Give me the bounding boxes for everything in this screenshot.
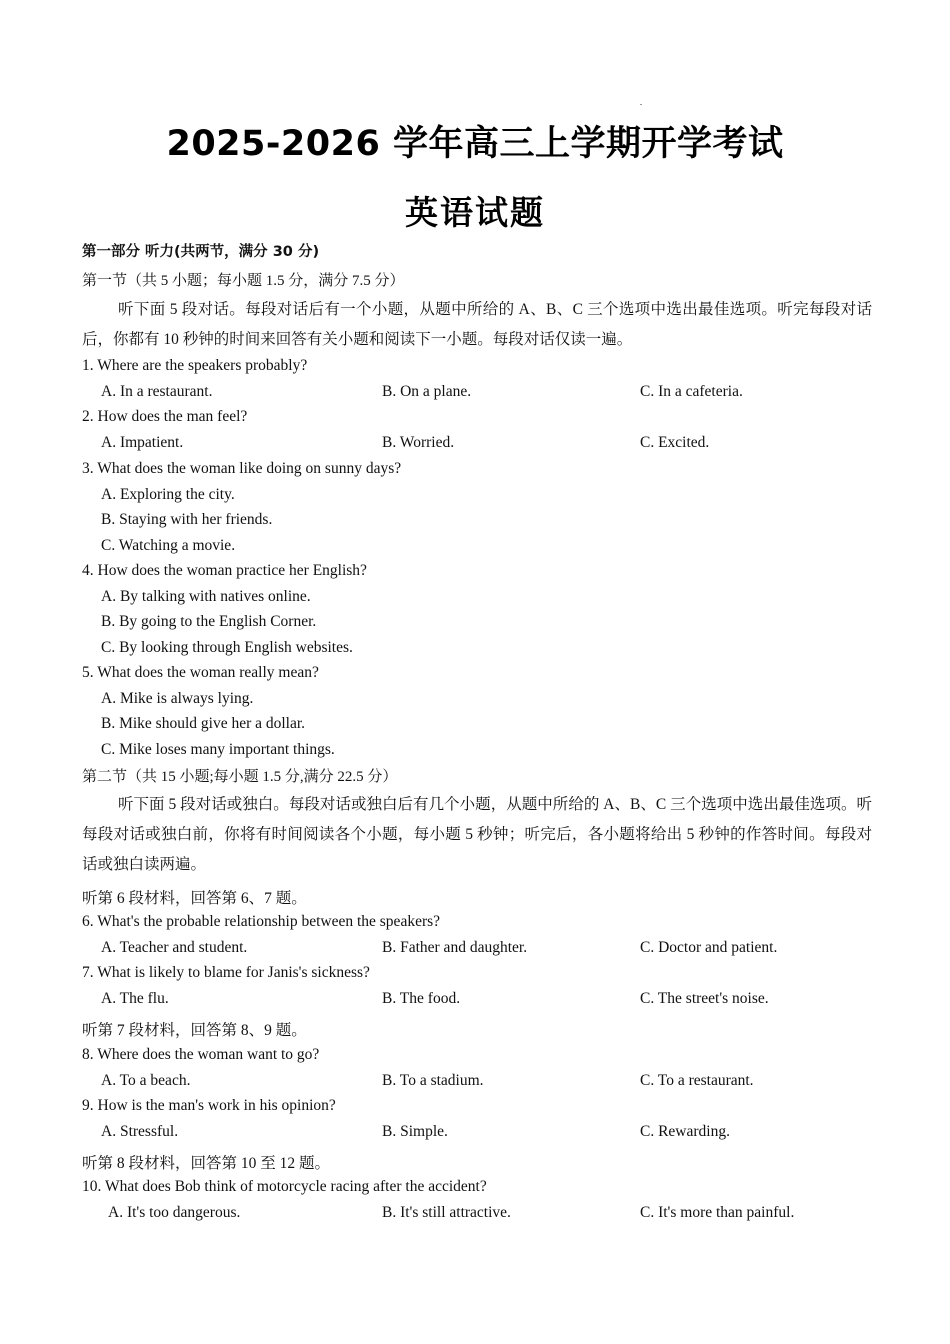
question-1: 1. Where are the speakers probably? (82, 357, 308, 374)
question-5: 5. What does the woman really mean? (82, 664, 319, 681)
question-3: 3. What does the woman like doing on sunny days? (82, 460, 402, 477)
q4-option-c: C. By looking through English websites. (101, 639, 353, 656)
q9-option-c: C. Rewarding. (640, 1123, 730, 1140)
q3-option-c: C. Watching a movie. (101, 537, 236, 554)
q10-option-b: B. It's still attractive. (382, 1204, 511, 1221)
part1-heading: 第一部分 听力(共两节，满分 30 分) (82, 244, 320, 260)
q4-option-b: B. By going to the English Corner. (101, 613, 317, 630)
question-2: 2. How does the man feel? (82, 408, 248, 425)
q1-option-c: C. In a cafeteria. (640, 383, 743, 400)
q9-option-a: A. Stressful. (101, 1123, 179, 1140)
q1-option-b: B. On a plane. (382, 383, 472, 400)
q7-option-c: C. The street's noise. (640, 990, 769, 1007)
q5-option-a: A. Mike is always lying. (101, 690, 254, 707)
q3-option-b: B. Staying with her friends. (101, 511, 273, 528)
q5-option-c: C. Mike loses many important things. (101, 741, 335, 758)
material-8-instruction: 听第 8 段材料，回答第 10 至 12 题。 (82, 1155, 331, 1172)
exam-subtitle: 英语试题 (405, 193, 545, 232)
q6-option-a: A. Teacher and student. (101, 939, 248, 956)
q4-option-a: A. By talking with natives online. (101, 588, 311, 605)
q10-option-c: C. It's more than painful. (640, 1204, 795, 1221)
q8-option-a: A. To a beach. (101, 1072, 191, 1089)
material-6-instruction: 听第 6 段材料，回答第 6、7 题。 (82, 890, 307, 907)
section1-instructions: 听下面 5 段对话。每段对话后有一个小题，从题中所给的 A、B、C 三个选项中选出最佳选项。听完每段对话后，你都有 10 秒钟的时间来回答有关小题和阅读下一小题。每段对话仅读一遍。 (82, 301, 872, 348)
question-10: 10. What does Bob think of motorcycle racing after the accident? (82, 1178, 487, 1195)
question-9: 9. How is the man's work in his opinion? (82, 1097, 336, 1114)
q2-option-b: B. Worried. (382, 434, 455, 451)
q2-option-a: A. Impatient. (101, 434, 184, 451)
q8-option-c: C. To a restaurant. (640, 1072, 754, 1089)
exam-title: 2025-2026 学年高三上学期开学考试 (166, 124, 784, 164)
q9-option-b: B. Simple. (382, 1123, 448, 1140)
question-6: 6. What's the probable relationship between the speakers? (82, 913, 441, 930)
q2-option-c: C. Excited. (640, 434, 710, 451)
q5-option-b: B. Mike should give her a dollar. (101, 715, 306, 732)
material-7-instruction: 听第 7 段材料，回答第 8、9 题。 (82, 1022, 307, 1039)
question-4: 4. How does the woman practice her English? (82, 562, 367, 579)
q7-option-b: B. The food. (382, 990, 461, 1007)
question-8: 8. Where does the woman want to go? (82, 1046, 320, 1063)
q6-option-c: C. Doctor and patient. (640, 939, 778, 956)
q7-option-a: A. The flu. (101, 990, 169, 1007)
q8-option-b: B. To a stadium. (382, 1072, 484, 1089)
q10-option-a: A. It's too dangerous. (108, 1204, 241, 1221)
section2-heading: 第二节（共 15 小题;每小题 1.5 分,满分 22.5 分） (82, 769, 398, 785)
scan-dot (640, 104, 642, 105)
section2-instructions: 听下面 5 段对话或独白。每段对话或独白后有几个小题，从题中所给的 A、B、C 三个选项中选出最佳选项。听每段对话或独白前，你将有时间阅读各个小题，每小题 5 秒钟；听完后，各小题将给出 5 秒钟的作答时间。每段对话或独白读两遍。 (82, 796, 872, 873)
question-7: 7. What is likely to blame for Janis's sickness? (82, 964, 370, 981)
q1-option-a: A. In a restaurant. (101, 383, 213, 400)
q3-option-a: A. Exploring the city. (101, 486, 235, 503)
q6-option-b: B. Father and daughter. (382, 939, 528, 956)
section1-heading: 第一节（共 5 小题；每小题 1.5 分，满分 7.5 分） (82, 273, 405, 289)
